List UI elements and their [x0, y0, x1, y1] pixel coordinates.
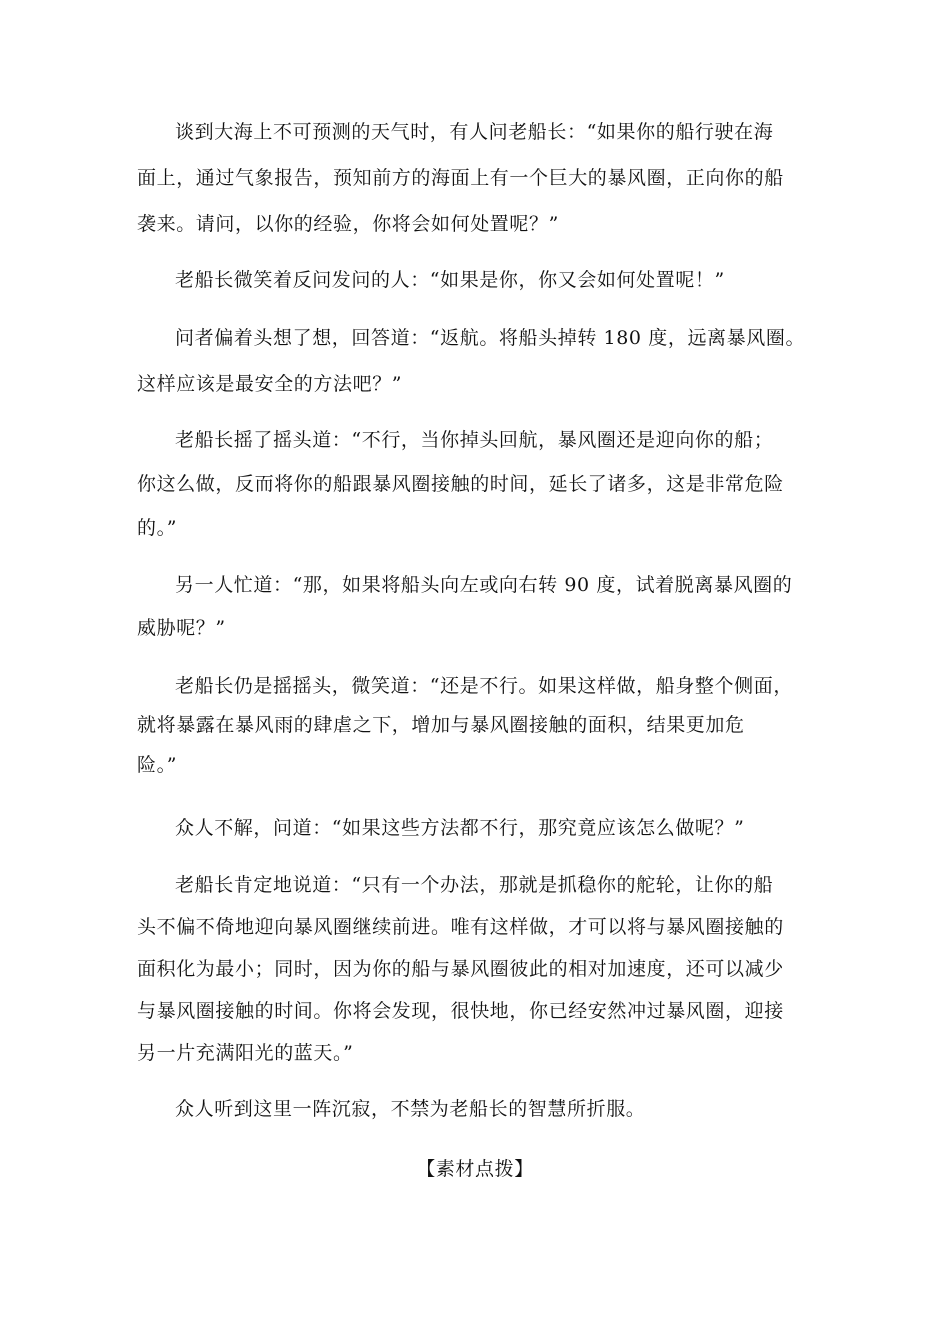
- text-line: 问者偏着头想了想，回答道：“返航。将船头掉转 180 度，远离暴风圈。: [175, 327, 806, 349]
- text-line: 的。”: [137, 517, 178, 539]
- text-line: 险。”: [137, 754, 178, 776]
- text-line: 威胁呢？”: [137, 617, 226, 639]
- text-line: 另一片充满阳光的蓝天。”: [137, 1042, 354, 1064]
- text-line: 众人不解，问道：“如果这些方法都不行，那究竟应该怎么做呢？”: [175, 817, 745, 839]
- text-line: 就将暴露在暴风雨的肆虐之下，增加与暴风圈接触的面积，结果更加危: [137, 714, 745, 736]
- text-line: 与暴风圈接触的时间。你将会发现，很快地，你已经安然冲过暴风圈，迎接: [137, 1000, 784, 1022]
- text-line: 面上，通过气象报告，预知前方的海面上有一个巨大的暴风圈，正向你的船: [137, 167, 784, 189]
- text-line: 头不偏不倚地迎向暴风圈继续前进。唯有这样做，才可以将与暴风圈接触的: [137, 916, 784, 938]
- text-line: 这样应该是最安全的方法吧？”: [137, 373, 403, 395]
- text-line: 你这么做，反而将你的船跟暴风圈接触的时间，延长了诸多，这是非常危险: [137, 473, 784, 495]
- text-line: 老船长肯定地说道：“只有一个办法，那就是抓稳你的舵轮，让你的船: [175, 874, 774, 896]
- section-title: 【素材点拨】: [416, 1158, 534, 1180]
- text-line: 老船长微笑着反问发问的人：“如果是你，你又会如何处置呢！”: [175, 269, 725, 291]
- text-line: 另一人忙道：“那，如果将船头向左或向右转 90 度，试着脱离暴风圈的: [175, 574, 793, 596]
- text-line: 老船长摇了摇头道：“不行，当你掉头回航，暴风圈还是迎向你的船；: [175, 429, 774, 451]
- text-line: 面积化为最小；同时，因为你的船与暴风圈彼此的相对加速度，还可以减少: [137, 958, 784, 980]
- text-line: 袭来。请问，以你的经验，你将会如何处置呢？”: [137, 213, 559, 235]
- text-line: 谈到大海上不可预测的天气时，有人问老船长：“如果你的船行驶在海: [175, 121, 774, 143]
- text-line: 众人听到这里一阵沉寂，不禁为老船长的智慧所折服。: [175, 1098, 646, 1120]
- text-line: 老船长仍是摇摇头，微笑道：“还是不行。如果这样做，船身整个侧面，: [175, 675, 793, 697]
